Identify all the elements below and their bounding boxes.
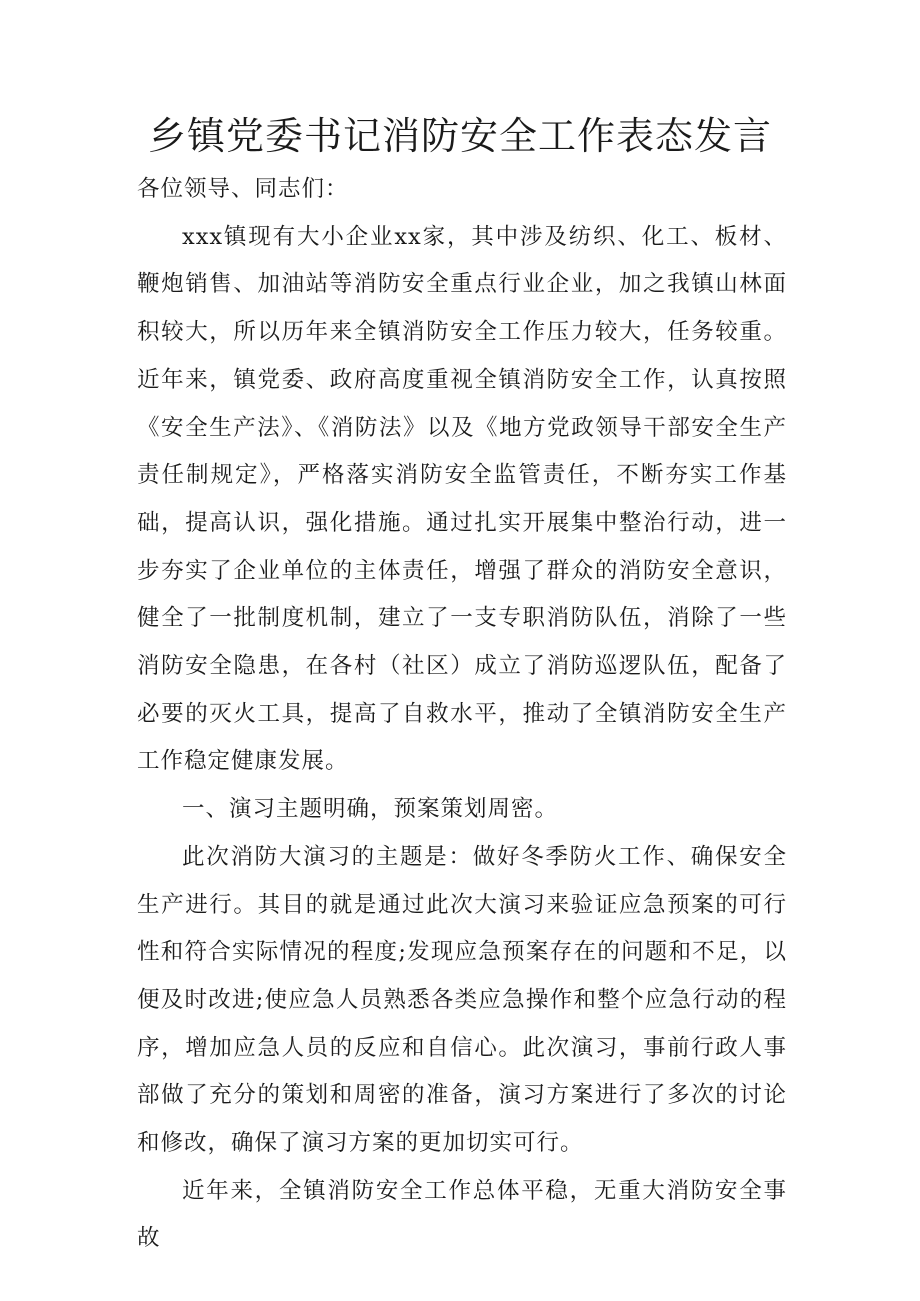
paragraph-intro: xxx镇现有大小企业xx家，其中涉及纺织、化工、板材、鞭炮销售、加油站等消防安全重点行业企业，加之我镇山林面积较大，所以历年来全镇消防安全工作压力较大，任务较重。近年来，镇党委、政府高度重视全镇消防安全工作，认真按照《安全生产法》、《消防法》以及《地方党政领导干部安全生产责任制规定》，严格落实消防安全监管责任，不断夯实工作基础，提高认识，强化措施。通过扎实开展集中整治行动，进一步夯实了企业单位的主体责任，增强了群众的消防安全意识，健全了一批制度机制，建立了一支专职消防队伍，消除了一些消防安全隐患，在各村（社区）成立了消防巡逻队伍，配备了必要的灭火工具，提高了自救水平，推动了全镇消防安全生产工作稳定健康发展。 [137,223,787,775]
document-body [137,166,787,1263]
salutation: 各位领导、同志们： [137,176,349,202]
paragraph-recent: 近年来，全镇消防安全工作总体平稳，无重大消防安全事故 [137,1177,787,1252]
section-heading-1: 一、演习主题明确，预案策划周密。 [182,796,559,823]
document-title: 乡镇党委书记消防安全工作表态发言 [147,114,772,158]
paragraph-drill: 此次消防大演习的主题是：做好冬季防火工作、确保安全生产进行。其目的就是通过此次大演习来验证应急预案的可行性和符合实际情况的程度;发现应急预案存在的问题和不足，以便及时改进;使应急人员熟悉各类应急操作和整个应急行动的程序，增加应急人员的反应和自信心。此次演习，事前行政人事部做了充分的策划和周密的准备，演习方案进行了多次的讨论和修改，确保了演习方案的更加切实可行。 [137,843,787,1157]
